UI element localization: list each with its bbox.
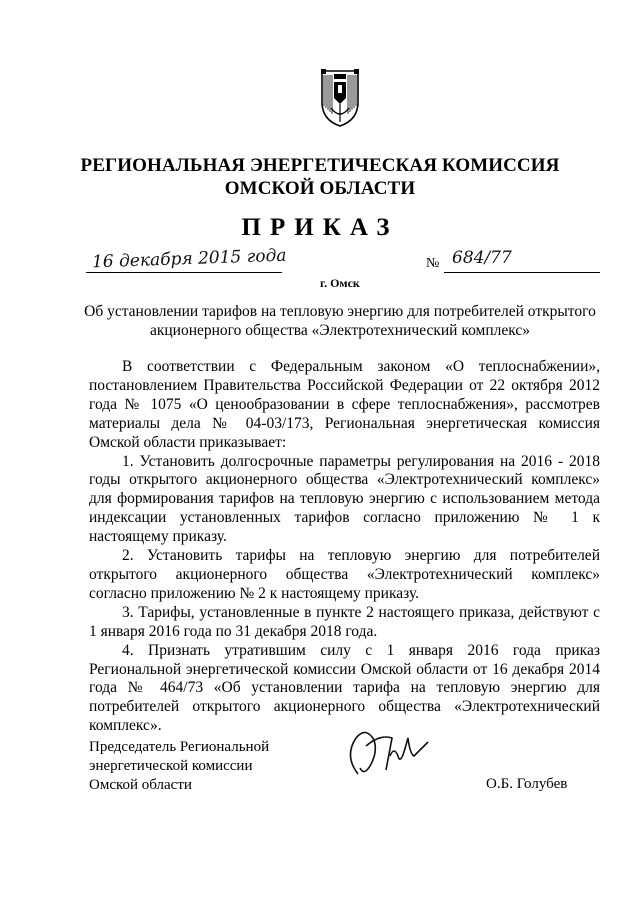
handwritten-number: 684/77 — [452, 248, 512, 268]
order-item-2: 2. Установить тарифы на тепловую энергию для потребителей открытого акционерного общества «Электротехнический комплекс» согласно приложению № 2 к настоящему приказу. — [89, 547, 600, 602]
org-name-line2: ОМСКОЙ ОБЛАСТИ — [224, 178, 416, 199]
preamble-paragraph: В соответствии с Федеральным законом «О теплоснабжении», постановлением Правительства Российской Федерации от 22 октября 2012 года № 1075 «О ценообразовании в сфере теплоснабжения», рассмотрев материалы дела № 04-03/173, Региональная энергетическая комиссия Омской области приказывает: — [89, 358, 600, 451]
order-subject — [60, 302, 620, 340]
signer-position-line2: энергетической комиссии — [89, 758, 253, 774]
signer-name: О.Б. Голубев — [486, 776, 568, 792]
subject-line1: Об установлении тарифов на тепловую энергию для потребителей открытого — [84, 303, 596, 320]
signer-position — [89, 738, 269, 795]
document-type-title: ПРИКАЗ — [241, 214, 399, 241]
omsk-coat-of-arms-icon — [318, 68, 362, 128]
handwritten-signature-icon — [336, 716, 436, 786]
org-name-line1: РЕГИОНАЛЬНАЯ ЭНЕРГЕТИЧЕСКАЯ КОМИССИЯ — [80, 155, 560, 176]
order-item-1: 1. Установить долгосрочные параметры регулирования на 2016 - 2018 годы открытого акционерного общества «Электротехнический комплекс» для формирования тарифов на тепловую энергию с использованием метода индексации установленных тарифов согласно приложению № 1 к настоящему приказу. — [89, 452, 600, 546]
signer-position-line1: Председатель Региональной — [89, 739, 270, 755]
handwritten-date: 16 декабря 2015 года — [91, 245, 287, 273]
city-label: г. Омск — [320, 276, 360, 290]
order-item-3: 3. Тарифы, установленные в пункте 2 настоящего приказа, действуют с 1 января 2016 года по 31 декабря 2018 года. — [89, 603, 600, 640]
signer-position-line3: Омской области — [89, 777, 192, 793]
number-label: № — [426, 256, 440, 271]
order-body — [89, 358, 600, 736]
order-item-4: 4. Признать утратившим силу с 1 января 2016 года приказ Региональной энергетической комиссии Омской области от 16 декабря 2014 года № 464/73 «Об установлении тарифа на тепловую энергию для потребителей открытого акционерного общества «Электротехнический комплекс». — [89, 641, 600, 735]
subject-line2: акционерного общества «Электротехнический комплекс» — [149, 322, 531, 339]
